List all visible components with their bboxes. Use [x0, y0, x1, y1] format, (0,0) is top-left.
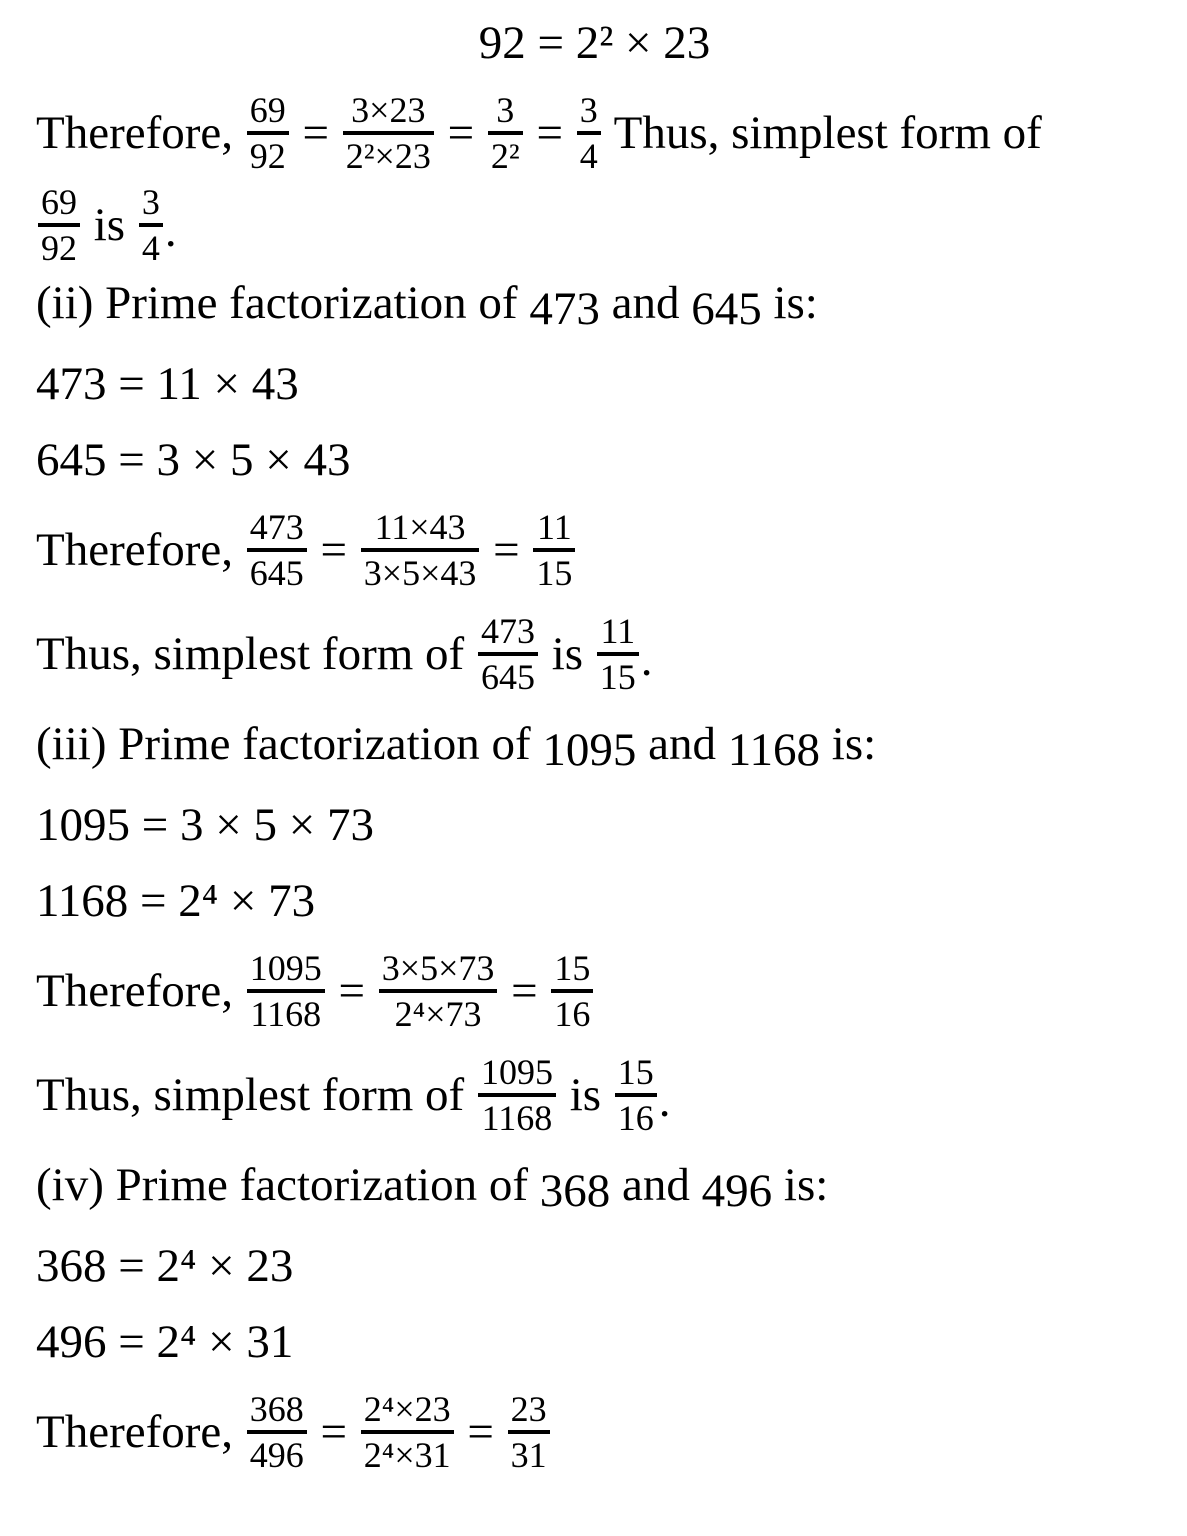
fraction-denominator: 15 — [536, 553, 573, 594]
fraction-numerator: 473 — [480, 611, 535, 652]
fraction — [508, 1389, 550, 1476]
line-therefore-1095-1168 — [36, 948, 1153, 1035]
text-run: 473 = 11 × 43 — [36, 358, 299, 411]
line-simplest-form-1095-1168 — [36, 1052, 1153, 1139]
fraction-denominator: 16 — [617, 1098, 654, 1139]
fraction-bar — [139, 223, 163, 227]
fraction-bar — [508, 1430, 550, 1434]
text-run: Thus, simplest form of — [36, 628, 476, 681]
fraction-bar — [478, 1093, 556, 1097]
text-run: Therefore, — [36, 107, 245, 160]
equation-368-factorization — [36, 1239, 1153, 1293]
oldstyle-number: 368 — [539, 1164, 611, 1217]
equation-473-factorization — [36, 357, 1153, 411]
fraction-numerator: 3 — [141, 182, 160, 223]
text-run: Thus, simplest form of — [602, 107, 1042, 160]
line-therefore-69-92 — [36, 90, 1153, 177]
text-run: and — [599, 277, 692, 330]
fraction — [551, 948, 593, 1035]
fraction-denominator: 31 — [510, 1435, 547, 1476]
fraction — [533, 507, 575, 594]
fraction-bar — [488, 131, 523, 135]
fraction — [247, 507, 307, 594]
fraction — [38, 182, 80, 269]
fraction-numerator: 1095 — [480, 1052, 553, 1093]
fraction-numerator: 11×43 — [374, 507, 466, 548]
fraction-numerator: 23 — [510, 1389, 547, 1430]
fraction-bar — [615, 1093, 657, 1097]
fraction-bar — [361, 548, 480, 552]
fraction-bar — [247, 131, 289, 135]
oldstyle-number: 645 — [691, 282, 762, 335]
fraction-denominator: 4 — [579, 136, 598, 177]
fraction-bar — [247, 1430, 307, 1434]
text-run: = — [308, 524, 359, 577]
line-simplest-form-69-92 — [36, 182, 1153, 269]
fraction-denominator: 645 — [249, 553, 304, 594]
text-run: is — [539, 628, 595, 681]
fraction — [247, 1389, 307, 1476]
fraction-numerator: 3×23 — [351, 90, 426, 131]
equation-1168-factorization — [36, 874, 1153, 928]
text-run: (iii) Prime factorization of — [36, 718, 543, 771]
fraction-denominator: 2⁴×73 — [394, 994, 482, 1035]
fraction — [488, 90, 523, 177]
text-run: 645 = 3 × 5 × 43 — [36, 434, 351, 487]
text-run: = — [481, 524, 532, 577]
fraction-bar — [38, 223, 80, 227]
equation-645-factorization — [36, 433, 1153, 487]
text-run: is: — [820, 718, 877, 771]
fraction-bar — [597, 652, 639, 656]
fraction — [139, 182, 163, 269]
fraction-numerator: 2⁴×23 — [363, 1389, 451, 1430]
text-run: is: — [772, 1159, 829, 1212]
fraction — [577, 90, 601, 177]
text-run: = — [455, 1406, 506, 1459]
fraction-denominator: 15 — [599, 657, 636, 698]
text-run: is — [82, 199, 137, 252]
fraction-numerator: 3 — [579, 90, 598, 131]
text-run: 92 = 2² × 23 — [478, 17, 711, 69]
oldstyle-number: 473 — [529, 282, 600, 335]
text-run: is: — [761, 277, 818, 330]
fraction-numerator: 1095 — [249, 948, 322, 989]
fraction — [247, 948, 325, 1035]
fraction-denominator: 92 — [41, 228, 77, 269]
fraction-denominator: 2⁴×31 — [363, 1435, 451, 1476]
text-run: = — [524, 107, 575, 160]
fraction-denominator: 4 — [141, 228, 160, 269]
sentence-period: . — [640, 634, 653, 687]
fraction — [361, 1389, 454, 1476]
fraction-numerator: 473 — [249, 507, 304, 548]
fraction-bar — [478, 652, 538, 656]
text-run: is — [557, 1069, 613, 1122]
fraction-numerator: 368 — [249, 1389, 304, 1430]
fraction-denominator: 2² — [490, 136, 520, 177]
fraction-denominator: 16 — [554, 994, 591, 1035]
text-run: = — [326, 965, 377, 1018]
fraction-denominator: 2²×23 — [345, 136, 431, 177]
equation-496-factorization — [36, 1315, 1153, 1369]
text-run: = — [308, 1406, 359, 1459]
heading-part-iii — [36, 717, 1153, 776]
text-run: and — [636, 718, 728, 771]
fraction-bar — [379, 989, 498, 993]
fraction-numerator: 15 — [617, 1052, 654, 1093]
fraction-bar — [551, 989, 593, 993]
fraction-bar — [343, 131, 434, 135]
fraction-numerator: 69 — [249, 90, 286, 131]
text-run: = — [499, 965, 550, 1018]
fraction-numerator: 11 — [537, 507, 572, 548]
text-run: 1168 = 2⁴ × 73 — [36, 875, 316, 928]
line-therefore-473-645 — [36, 507, 1153, 594]
text-run: (iv) Prime factorization of — [36, 1159, 540, 1212]
fraction — [379, 948, 498, 1035]
text-run: Therefore, — [36, 1406, 245, 1459]
text-run: 1095 = 3 × 5 × 73 — [36, 799, 375, 852]
heading-part-ii — [36, 276, 1153, 335]
fraction-bar — [577, 131, 601, 135]
equation-1095-factorization — [36, 798, 1153, 852]
fraction-numerator: 15 — [554, 948, 591, 989]
fraction-bar — [247, 989, 325, 993]
fraction-bar — [361, 1430, 454, 1434]
line-therefore-368-496 — [36, 1389, 1153, 1476]
text-run: 496 = 2⁴ × 31 — [36, 1316, 294, 1369]
text-run: Thus, simplest form of — [36, 1069, 476, 1122]
oldstyle-number: 1168 — [727, 723, 821, 776]
sentence-period: . — [658, 1075, 671, 1128]
sentence-period: . — [164, 205, 177, 257]
line-simplest-form-473-645 — [36, 611, 1153, 698]
heading-part-iv — [36, 1158, 1153, 1217]
fraction — [478, 1052, 556, 1139]
text-run: = — [435, 107, 486, 160]
text-run: Therefore, — [36, 524, 245, 577]
fraction-denominator: 1168 — [250, 994, 322, 1035]
fraction — [361, 507, 480, 594]
fraction-bar — [247, 548, 307, 552]
fraction — [478, 611, 538, 698]
fraction-denominator: 3×5×43 — [363, 553, 477, 594]
fraction-denominator: 645 — [480, 657, 535, 698]
fraction-numerator: 69 — [41, 182, 77, 223]
oldstyle-number: 496 — [701, 1164, 773, 1217]
fraction — [597, 611, 639, 698]
text-run: (ii) Prime factorization of — [36, 277, 530, 330]
fraction-numerator: 3×5×73 — [381, 948, 495, 989]
oldstyle-number: 1095 — [542, 723, 637, 776]
fraction-bar — [533, 548, 575, 552]
text-run: 368 = 2⁴ × 23 — [36, 1240, 294, 1293]
fraction-denominator: 92 — [249, 136, 286, 177]
text-run: and — [610, 1159, 702, 1212]
fraction — [247, 90, 289, 177]
text-run: Therefore, — [36, 965, 245, 1018]
fraction-denominator: 496 — [249, 1435, 304, 1476]
equation-92-factorization — [36, 16, 1153, 70]
fraction — [343, 90, 434, 177]
fraction — [615, 1052, 657, 1139]
text-run: = — [290, 107, 341, 160]
fraction-numerator: 11 — [600, 611, 636, 652]
fraction-denominator: 1168 — [481, 1098, 553, 1139]
fraction-numerator: 3 — [496, 90, 515, 131]
